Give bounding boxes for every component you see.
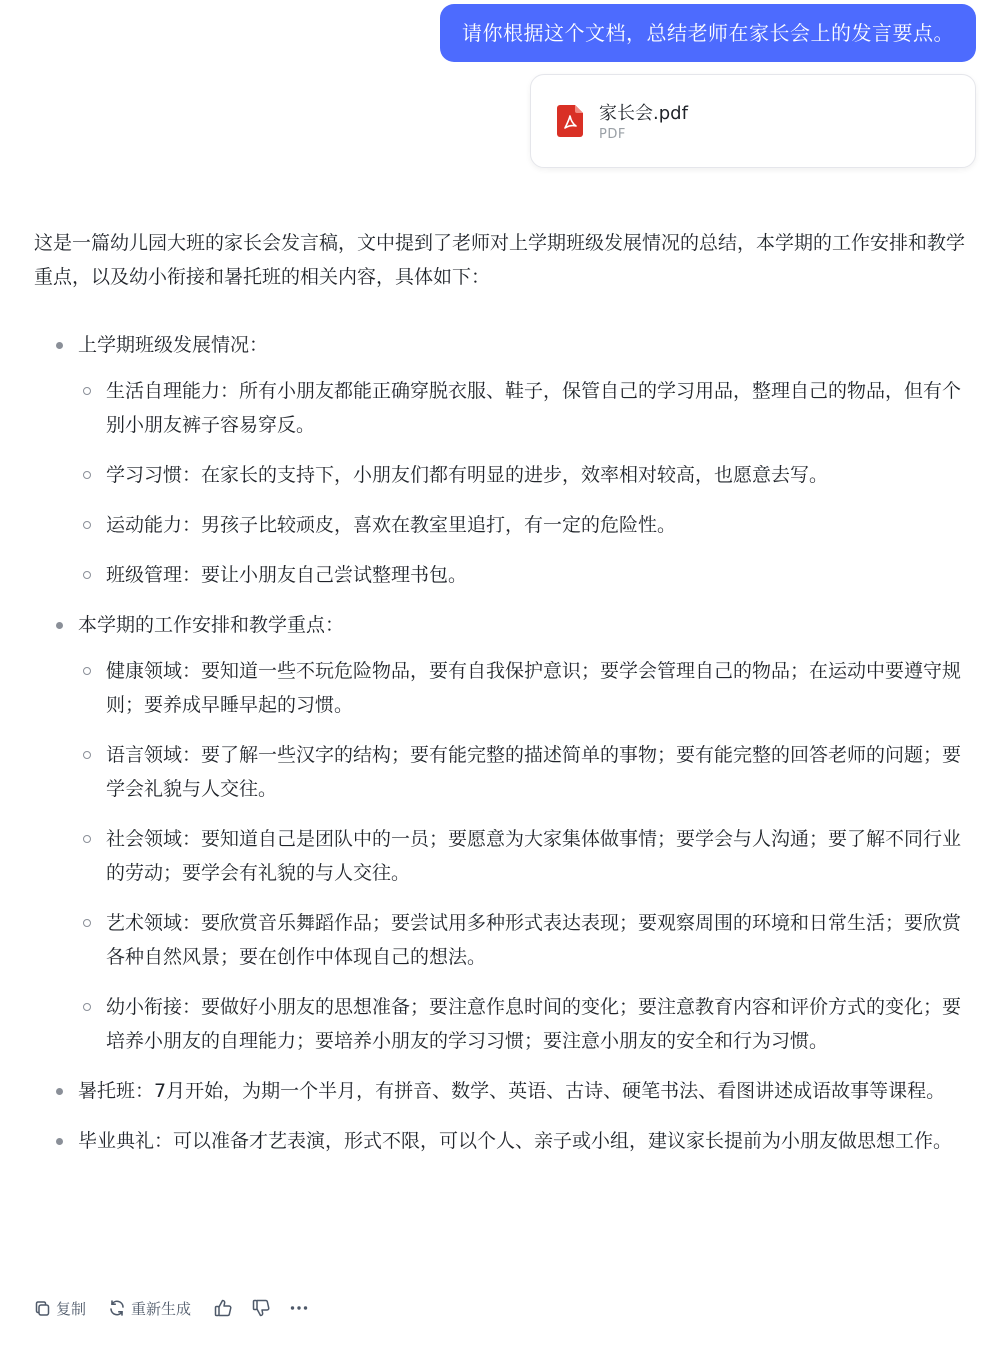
- list-item: 学习习惯：在家长的支持下，小朋友们都有明显的进步，效率相对较高，也愿意去写。: [78, 458, 976, 492]
- assistant-answer: [34, 226, 976, 1174]
- list-item: 健康领域：要知道一些不玩危险物品，要有自我保护意识；要学会管理自己的物品；在运动中要遵守规则；要养成早睡早起的习惯。: [78, 654, 976, 722]
- summary-section: [34, 608, 976, 1058]
- dislike-button[interactable]: [251, 1298, 271, 1318]
- section-title: 本学期的工作安排和教学重点：: [78, 614, 345, 636]
- regenerate-label: 重新生成: [131, 1299, 192, 1318]
- message-actions: [34, 1296, 327, 1320]
- section-title: 毕业典礼：可以准备才艺表演，形式不限，可以个人、亲子或小组，建议家长提前为小朋友做思想工作。: [78, 1130, 953, 1152]
- list-item: 运动能力：男孩子比较顽皮，喜欢在教室里追打，有一定的危险性。: [78, 508, 976, 542]
- list-item: 班级管理：要让小朋友自己尝试整理书包。: [78, 558, 976, 592]
- section-title: 上学期班级发展情况：: [78, 334, 269, 356]
- copy-icon: [34, 1300, 51, 1317]
- copy-label: 复制: [56, 1299, 87, 1318]
- summary-section: [34, 1074, 976, 1108]
- regenerate-icon: [108, 1299, 126, 1317]
- answer-intro: 这是一篇幼儿园大班的家长会发言稿，文中提到了老师对上学期班级发展情况的总结，本学期的工作安排和教学重点，以及幼小衔接和暑托班的相关内容，具体如下：: [34, 232, 966, 288]
- thumbs-down-icon: [251, 1298, 271, 1318]
- summary-section: [34, 328, 976, 592]
- section-items: [78, 374, 976, 592]
- list-item: 生活自理能力：所有小朋友都能正确穿脱衣服、鞋子，保管自己的学习用品，整理自己的物品，但有个别小朋友裤子容易穿反。: [78, 374, 976, 442]
- attachment-file-type: PDF: [599, 127, 626, 142]
- attachment-card[interactable]: [530, 74, 976, 168]
- summary-section: [34, 1124, 976, 1158]
- more-icon: [289, 1298, 309, 1318]
- list-item: 艺术领域：要欣赏音乐舞蹈作品；要尝试用多种形式表达表现；要观察周围的环境和日常生活；要欣赏各种自然风景；要在创作中体现自己的想法。: [78, 906, 976, 974]
- user-message-bubble: 请你根据这个文档，总结老师在家长会上的发言要点。: [440, 4, 976, 62]
- list-item: 语言领域：要了解一些汉字的结构；要有能完整的描述简单的事物；要有能完整的回答老师的问题；要学会礼貌与人交往。: [78, 738, 976, 806]
- attachment-file-name: 家长会.pdf: [599, 103, 688, 124]
- section-title: 暑托班：7月开始，为期一个半月，有拼音、数学、英语、古诗、硬笔书法、看图讲述成语故事等课程。: [78, 1080, 946, 1102]
- list-item: 社会领域：要知道自己是团队中的一员；要愿意为大家集体做事情；要学会与人沟通；要了解不同行业的劳动；要学会有礼貌的与人交往。: [78, 822, 976, 890]
- pdf-file-icon: [557, 105, 583, 137]
- thumbs-up-icon: [213, 1298, 233, 1318]
- more-button[interactable]: [289, 1298, 309, 1318]
- summary-list: [34, 328, 976, 1158]
- regenerate-button[interactable]: [108, 1298, 191, 1319]
- copy-button[interactable]: [34, 1298, 86, 1319]
- like-button[interactable]: [213, 1298, 233, 1318]
- section-items: [78, 654, 976, 1058]
- list-item: 幼小衔接：要做好小朋友的思想准备；要注意作息时间的变化；要注意教育内容和评价方式的变化；要培养小朋友的自理能力；要培养小朋友的学习习惯；要注意小朋友的安全和行为习惯。: [78, 990, 976, 1058]
